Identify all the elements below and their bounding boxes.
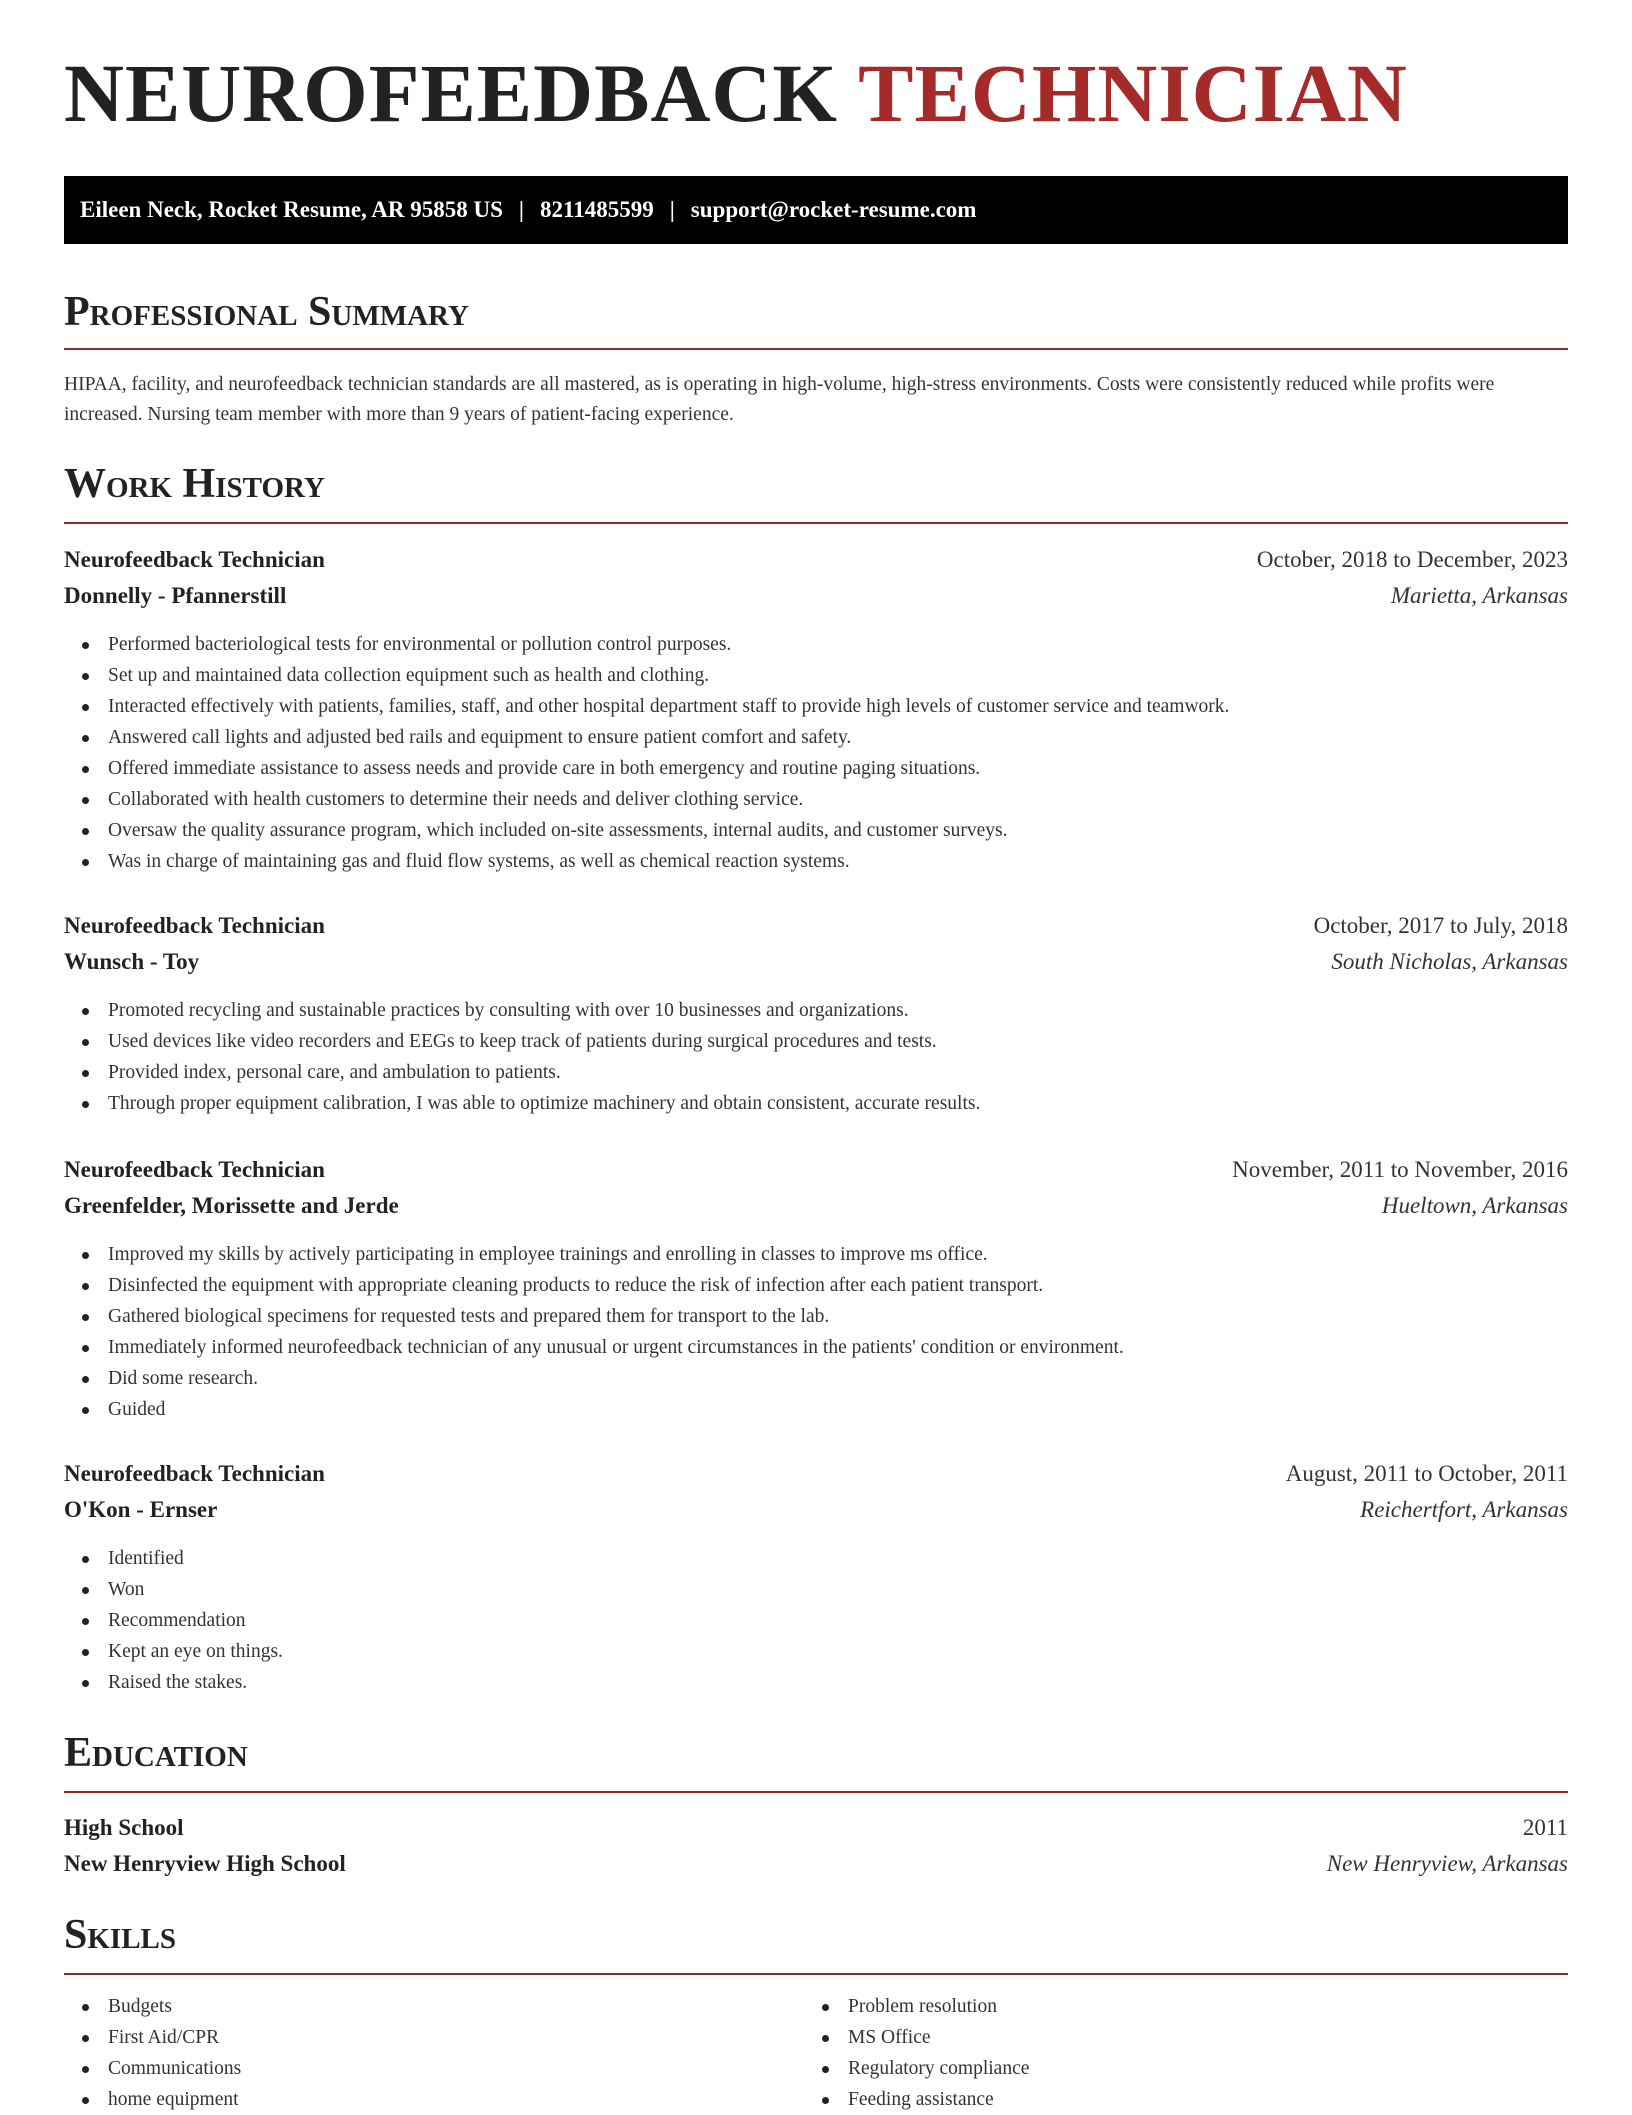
skills-rule xyxy=(64,1973,1568,1975)
list-item: Answered call lights and adjusted bed rails and equipment to ensure patient comfort and safety. xyxy=(108,722,1612,753)
job-3-header xyxy=(64,1155,1568,1185)
job-dates: August, 2011 to October, 2011 xyxy=(1285,1461,1568,1486)
work-rule xyxy=(64,522,1568,524)
skill-item: Regulatory compliance xyxy=(848,2053,1548,2084)
skill-item: Problem resolution xyxy=(848,1991,1548,2022)
title-part-2: TECHNICIAN xyxy=(858,47,1408,139)
resume-title xyxy=(64,47,1408,139)
education-year: 2011 xyxy=(1522,1815,1568,1840)
job-1-subheader xyxy=(64,581,1568,611)
job-company: Donnelly - Pfannerstill xyxy=(64,583,287,608)
list-item: Performed bacteriological tests for environmental or pollution control purposes. xyxy=(108,629,1612,660)
list-item: Interacted effectively with patients, families, staff, and other hospital department staff to provide high levels of customer service and teamwork. xyxy=(108,691,1612,722)
job-dates: October, 2017 to July, 2018 xyxy=(1313,913,1568,938)
job-2-bullets xyxy=(64,995,1612,1119)
list-item: Set up and maintained data collection equipment such as health and clothing. xyxy=(108,660,1612,691)
job-company: O'Kon - Ernser xyxy=(64,1497,218,1522)
job-company: Greenfelder, Morissette and Jerde xyxy=(64,1193,399,1218)
job-title: Neurofeedback Technician xyxy=(64,547,325,572)
list-item: Raised the stakes. xyxy=(108,1667,1612,1698)
job-1-bullets xyxy=(64,629,1612,877)
job-company: Wunsch - Toy xyxy=(64,949,200,974)
list-item: Offered immediate assistance to assess needs and provide care in both emergency and routine paging situations. xyxy=(108,753,1612,784)
job-3-bullets xyxy=(64,1239,1612,1425)
skill-item: MS Office xyxy=(848,2022,1548,2053)
list-item: Improved my skills by actively participating in employee trainings and enrolling in classes to improve ms office. xyxy=(108,1239,1612,1270)
job-location: Hueltown, Arkansas xyxy=(1381,1193,1568,1218)
contact-address: Eileen Neck, Rocket Resume, AR 95858 US xyxy=(80,197,503,222)
skill-item: First Aid/CPR xyxy=(108,2022,808,2053)
job-location: South Nicholas, Arkansas xyxy=(1331,949,1568,974)
education-location: New Henryview, Arkansas xyxy=(1326,1851,1568,1876)
job-4-bullets xyxy=(64,1543,1612,1698)
job-2-subheader xyxy=(64,947,1568,977)
skill-item: Communications xyxy=(108,2053,808,2084)
skills-list-left xyxy=(64,1991,808,2115)
contact-separator: | xyxy=(669,197,675,222)
list-item: Immediately informed neurofeedback technician of any unusual or urgent circumstances in the patients' condition or environment. xyxy=(108,1332,1612,1363)
list-item: Disinfected the equipment with appropriate cleaning products to reduce the risk of infection after each patient transport. xyxy=(108,1270,1612,1301)
list-item: Provided index, personal care, and ambulation to patients. xyxy=(108,1057,1612,1088)
job-title: Neurofeedback Technician xyxy=(64,913,325,938)
summary-text: HIPAA, facility, and neurofeedback technician standards are all mastered, as is operating in high-volume, high-stress environments. Costs were consistently reduced while profits were increased. Nursing team member with more than 9 years of patient-facing experience. xyxy=(64,374,1495,425)
skills-list-right xyxy=(804,1991,1548,2115)
job-location: Reichertfort, Arkansas xyxy=(1360,1497,1568,1522)
work-heading: Work History xyxy=(64,461,325,507)
job-dates: October, 2018 to December, 2023 xyxy=(1256,547,1568,572)
contact-separator: | xyxy=(518,197,524,222)
list-item: Promoted recycling and sustainable practices by consulting with over 10 businesses and organizations. xyxy=(108,995,1612,1026)
list-item: Won xyxy=(108,1574,1612,1605)
contact-email: support@rocket-resume.com xyxy=(690,197,977,222)
skills-heading: Skills xyxy=(64,1912,177,1958)
education-rule xyxy=(64,1791,1568,1793)
list-item: Identified xyxy=(108,1543,1612,1574)
job-2-header xyxy=(64,911,1568,941)
list-item: Through proper equipment calibration, I was able to optimize machinery and obtain consistent, accurate results. xyxy=(108,1088,1612,1119)
list-item: Did some research. xyxy=(108,1363,1612,1394)
job-location: Marietta, Arkansas xyxy=(1390,583,1568,608)
education-header xyxy=(64,1813,1568,1843)
title-part-1: NEUROFEEDBACK xyxy=(64,47,838,139)
job-1-header xyxy=(64,545,1568,575)
list-item: Guided xyxy=(108,1394,1612,1425)
summary-heading: Professional Summary xyxy=(64,289,469,335)
list-item: Gathered biological specimens for requested tests and prepared them for transport to the lab. xyxy=(108,1301,1612,1332)
list-item: Used devices like video recorders and EEGs to keep track of patients during surgical procedures and tests. xyxy=(108,1026,1612,1057)
job-title: Neurofeedback Technician xyxy=(64,1157,325,1182)
education-heading: Education xyxy=(64,1730,248,1776)
list-item: Collaborated with health customers to determine their needs and deliver clothing service. xyxy=(108,784,1612,815)
education-degree: High School xyxy=(64,1815,184,1840)
list-item: Kept an eye on things. xyxy=(108,1636,1612,1667)
list-item: Recommendation xyxy=(108,1605,1612,1636)
education-school: New Henryview High School xyxy=(64,1851,346,1876)
contact-bar xyxy=(64,176,1568,244)
summary-rule xyxy=(64,348,1568,350)
education-subheader xyxy=(64,1849,1568,1879)
skill-item: Feeding assistance xyxy=(848,2084,1548,2115)
job-4-subheader xyxy=(64,1495,1568,1525)
skill-item: home equipment xyxy=(108,2084,808,2115)
list-item: Oversaw the quality assurance program, which included on-site assessments, internal audits, and customer surveys. xyxy=(108,815,1612,846)
job-3-subheader xyxy=(64,1191,1568,1221)
job-dates: November, 2011 to November, 2016 xyxy=(1232,1157,1568,1182)
job-4-header xyxy=(64,1459,1568,1489)
list-item: Was in charge of maintaining gas and fluid flow systems, as well as chemical reaction systems. xyxy=(108,846,1612,877)
contact-phone: 8211485599 xyxy=(539,197,654,222)
skill-item: Budgets xyxy=(108,1991,808,2022)
job-title: Neurofeedback Technician xyxy=(64,1461,325,1486)
